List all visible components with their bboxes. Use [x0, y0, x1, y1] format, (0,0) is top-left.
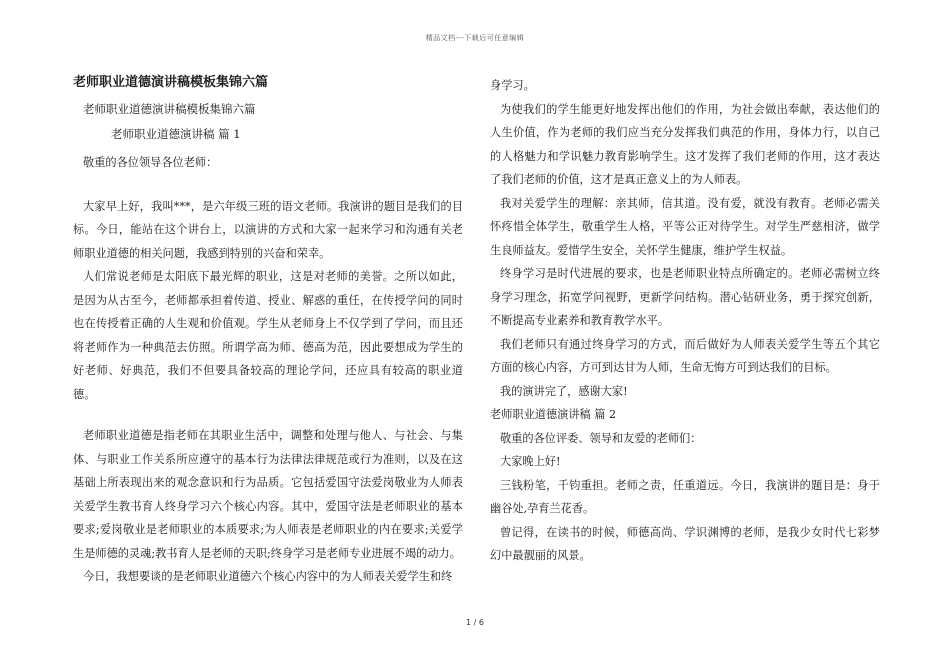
document-title: 老师职业道德演讲稿模板集锦六篇 — [73, 75, 269, 90]
paragraph: 大家早上好，我叫***，是六年级三班的语文老师。我演讲的题目是我们的目标。今日，能站在这个讲台上，以演讲的方式和大家一起来学习和沟通有关老师职业道德的相关问题，我感到特别的兴奋和荣幸。 — [73, 199, 463, 260]
document-subtitle: 老师职业道德演讲稿模板集锦六篇 — [83, 102, 256, 116]
paragraph: 我们老师只有通过终身学习的方式，而后做好为人师表关爱学生等五个其它方面的核心内容，方可到达甘为人师，生命无悔方可到达我们的目标。 — [490, 337, 880, 374]
paragraph: 我的演讲完了，感谢大家! — [500, 384, 628, 398]
section-heading-1: 老师职业道德演讲稿 篇 1 — [111, 127, 241, 141]
paragraph: 敬重的各位评委、领导和友爱的老师们： — [500, 431, 702, 445]
paragraph: 我对关爱学生的理解：亲其师，信其道。没有爱，就没有教育。老师必需关怀疼惜全体学生，敬重学生人格，平等公正对待学生。对学生严慈相济，做学生良师益友。爱惜学生安全，关怀学生健康，维护学生权益。 — [490, 196, 880, 257]
paragraph: 三钱粉笔，千钧重担。老师之责，任重道远。今日，我演讲的题目是：身于幽谷处,孕育兰花香。 — [490, 478, 880, 515]
paragraph: 曾记得，在读书的时候，师德高尚、学识渊博的老师，是我少女时代七彩梦幻中最靓丽的风景。 — [490, 525, 880, 562]
paragraph: 老师职业道德是指老师在其职业生活中，调整和处理与他人、与社会、与集体、与职业工作关系所应遵守的基本行为法律法律规范或行为准则，以及在这基础上所表现出来的观念意识和行为品质。它包括爱国守法爱岗敬业为人师表关爱学生教书育人终身学习六个核心内容。其中，爱国守法是老师职业的基本要求;爱岗敬业是老师职业的本质要求;为人师表是老师职业的内在要求;关爱学生是师德的灵魂;教书育人是老师的天职;终身学习是老师专业进展不竭的动力。 — [73, 429, 463, 560]
paragraph: 为使我们的学生能更好地发挥出他们的作用，为社会做出奉献，表达他们的人生价值，作为老师的我们应当充分发挥我们典范的作用，身体力行，以自己的人格魅力和学识魅力教育影响学生。这才发挥了我们老师的作用，这才表达了我们老师的价值，这才是真正意义上的为人师表。 — [490, 102, 880, 186]
section-heading-2: 老师职业道德演讲稿 篇 2 — [490, 408, 617, 421]
paragraph: 终身学习是时代进展的要求，也是老师职业特点所确定的。老师必需树立终身学习理念，拓宽学问视野，更新学问结构。潜心钻研业务，勇于探究创新，不断提高专业素养和教育教学水平。 — [490, 267, 880, 327]
page-header: 精品文档---下载后可任意编辑 — [425, 34, 525, 42]
paragraph: 人们常说老师是太阳底下最光辉的职业，这是对老师的美誉。之所以如此，是因为从古至今，老师都承担着传道、授业、解惑的重任，在传授学问的同时也在传授着正确的人生观和价值观。学生从老师身上不仅学到了学问，而且还将老师作为一种典范去仿照。所谓学高为师、德高为范，因此要想成为学生的好老师、好典范，我们不但要具备较高的理论学问，还应具有较高的职业道德。 — [73, 270, 463, 401]
page-number: 1 / 6 — [466, 618, 484, 627]
right-column — [490, 74, 880, 568]
left-column — [73, 74, 463, 589]
paragraph: 大家晚上好! — [500, 455, 561, 468]
greeting: 敬重的各位领导各位老师： — [83, 156, 218, 169]
paragraph: 今日，我想要谈的是老师职业道德六个核心内容中的为人师表关爱学生和终 — [83, 570, 453, 583]
paragraph: 身学习。 — [490, 79, 535, 92]
